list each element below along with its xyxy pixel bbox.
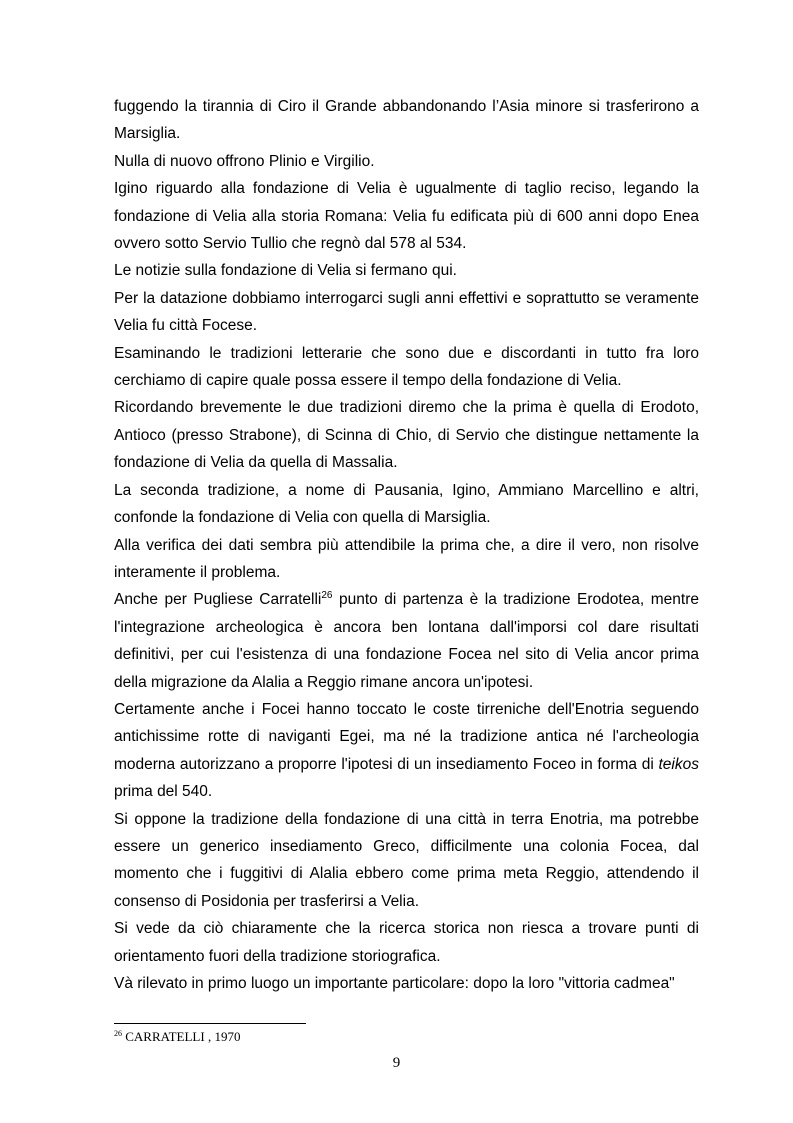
paragraph-ricerca-storica: Si vede da ciò chiaramente che la ricerca storica non riesca a trovare punti di orientamento fuori della tradizione storiografica. — [114, 920, 699, 965]
paragraph-erodoto: Ricordando brevemente le due tradizioni diremo che la prima è quella di Erodoto, Antioco (presso Strabone), di Scinna di Chio, di Servio che distingue nettamente la fondazione di Velia da quella di Massalia. — [114, 399, 699, 472]
paragraph-carratelli — [114, 586, 699, 696]
footnote-reference[interactable]: 26 — [321, 590, 333, 602]
teikos-italic: teikos — [658, 755, 699, 773]
paragraph-ciro: fuggendo la tirannia di Ciro il Grande abbandonando l’Asia minore si trasferirono a Marsiglia. — [114, 98, 699, 143]
paragraph-datazione: Per la datazione dobbiamo interrogarci sugli anni effettivi e soprattutto se veramente Velia fu città Focese. — [114, 289, 699, 335]
footnote-separator — [114, 1023, 306, 1024]
footnote — [114, 1029, 240, 1045]
paragraph-igino: Igino riguardo alla fondazione di Velia è ugualmente di taglio reciso, legando la fondazione di Velia alla storia Romana: Velia fu edificata più di 600 anni dopo Enea ovvero sotto Servio Tullio che regnò dal 578 al 534. — [114, 180, 699, 253]
paragraph-enotria: Si oppone la tradizione della fondazione di una città in terra Enotria, ma potrebbe essere un generico insediamento Greco, difficilmente una colonia Focea, dal momento che i fuggitivi di Alalia ebbero come prima meta Reggio, attendendo il consenso di Posidonia per trasferirsi a Velia. — [114, 810, 699, 910]
focei-text-start: Certamente anche i Focei hanno toccato le coste tirreniche dell'Enotria seguendo antichissime rotte di naviganti Egei, ma né la tradizione antica né l'archeologia moderna autorizzano a proporre l'ipotesi di un insediamento Foceo in forma di — [114, 700, 699, 773]
page-number: 9 — [392, 1055, 401, 1071]
body-text — [114, 93, 699, 997]
carratelli-text-end: punto di partenza è la tradizione Erodotea, mentre l'integrazione archeologica è ancora ben lontana dall'imporsi col dare risultati definitivi, per cui l'esistenza di una fondazione Focea nel sito di Velia ancor prima della migrazione da Alalia a Reggio rimane ancora un'ipotesi. — [114, 591, 699, 691]
carratelli-text-start: Anche per Pugliese Carratelli — [114, 591, 322, 609]
focei-text-end: prima del 540. — [114, 783, 213, 801]
paragraph-vittoria-cadmea: Và rilevato in primo luogo un importante particolare: dopo la loro "vittoria cadmea" — [114, 975, 675, 992]
paragraph-verifica: Alla verifica dei dati sembra più attendibile la prima che, a dire il vero, non risolve interamente il problema. — [114, 536, 699, 581]
footnote-text: CARRATELLI , 1970 — [122, 1029, 241, 1044]
paragraph-plinio: Nulla di nuovo offrono Plinio e Virgilio. — [114, 152, 375, 170]
paragraph-notizie: Le notizie sulla fondazione di Velia si fermano qui. — [114, 262, 457, 280]
paragraph-seconda-tradizione: La seconda tradizione, a nome di Pausania, Igino, Ammiano Marcellino e altri, confonde la fondazione di Velia con quella di Marsiglia. — [114, 481, 699, 527]
paragraph-tradizioni: Esaminando le tradizioni letterarie che sono due e discordanti in tutto fra loro cerchiamo di capire quale possa essere il tempo della fondazione di Velia. — [114, 344, 699, 390]
footnote-number: 26 — [114, 1029, 122, 1038]
paragraph-focei — [114, 696, 699, 806]
